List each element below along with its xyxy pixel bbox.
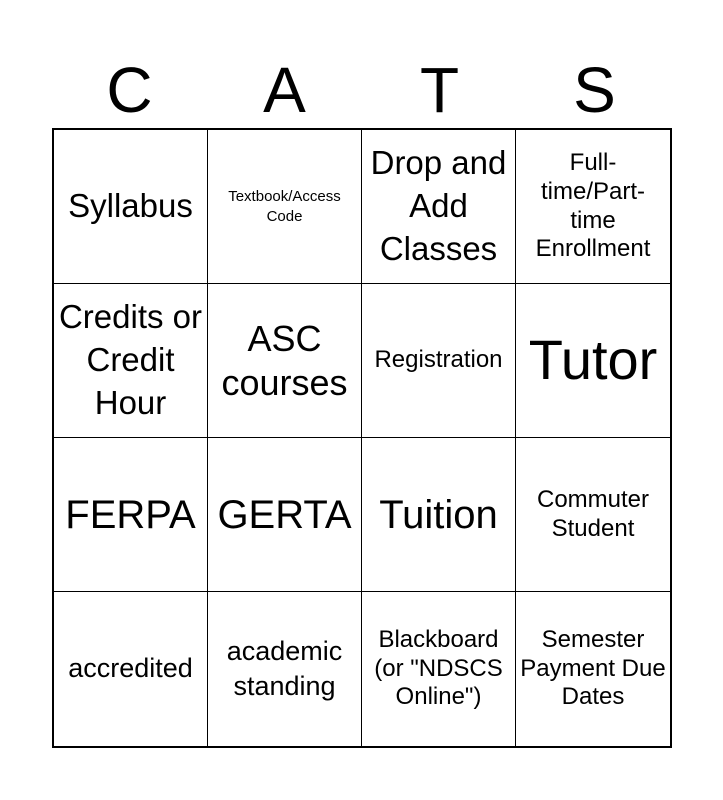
bingo-cell[interactable] bbox=[208, 592, 362, 746]
bingo-cell-text: Drop and Add Classes bbox=[370, 144, 507, 267]
bingo-cell-text: Syllabus bbox=[68, 187, 193, 225]
bingo-cell[interactable] bbox=[362, 284, 516, 438]
bingo-cell[interactable] bbox=[362, 438, 516, 592]
bingo-cell-text: Registration bbox=[374, 346, 503, 374]
bingo-cell-text: Commuter Student bbox=[536, 485, 650, 542]
bingo-cell-text: Blackboard (or "NDSCS Online") bbox=[374, 625, 503, 711]
bingo-header bbox=[52, 52, 672, 128]
bingo-cell[interactable] bbox=[208, 438, 362, 592]
bingo-cell-text: GERTA bbox=[217, 492, 352, 537]
bingo-cell-text: accredited bbox=[68, 653, 193, 684]
header-letter-s: S bbox=[573, 54, 616, 126]
bingo-cell-text: academic standing bbox=[226, 635, 343, 701]
bingo-cell[interactable] bbox=[516, 130, 670, 284]
bingo-cell[interactable] bbox=[54, 284, 208, 438]
bingo-cell[interactable] bbox=[54, 438, 208, 592]
bingo-cell-text: Tuition bbox=[379, 492, 498, 537]
bingo-cell-text: Textbook/Access Code bbox=[228, 188, 341, 225]
bingo-cell-text: ASC courses bbox=[221, 318, 348, 403]
bingo-cell[interactable] bbox=[516, 592, 670, 746]
bingo-board bbox=[52, 128, 672, 748]
bingo-cell[interactable] bbox=[208, 284, 362, 438]
bingo-cell[interactable] bbox=[208, 130, 362, 284]
bingo-cell-text: Full-time/Part-time Enrollment bbox=[535, 148, 651, 263]
bingo-cell[interactable] bbox=[516, 438, 670, 592]
bingo-cell-text: Credits or Credit Hour bbox=[58, 298, 203, 421]
bingo-cell-text: Tutor bbox=[528, 328, 658, 392]
bingo-cell[interactable] bbox=[54, 592, 208, 746]
bingo-cell-text: Semester Payment Due Dates bbox=[520, 625, 666, 711]
header-letter-t: T bbox=[419, 54, 460, 126]
header-letter-a: A bbox=[263, 54, 306, 126]
header-letter-c: C bbox=[106, 54, 153, 126]
bingo-cell-text: FERPA bbox=[65, 492, 196, 537]
bingo-cell[interactable] bbox=[54, 130, 208, 284]
bingo-cell[interactable] bbox=[362, 592, 516, 746]
bingo-cell[interactable] bbox=[362, 130, 516, 284]
bingo-cell[interactable] bbox=[516, 284, 670, 438]
